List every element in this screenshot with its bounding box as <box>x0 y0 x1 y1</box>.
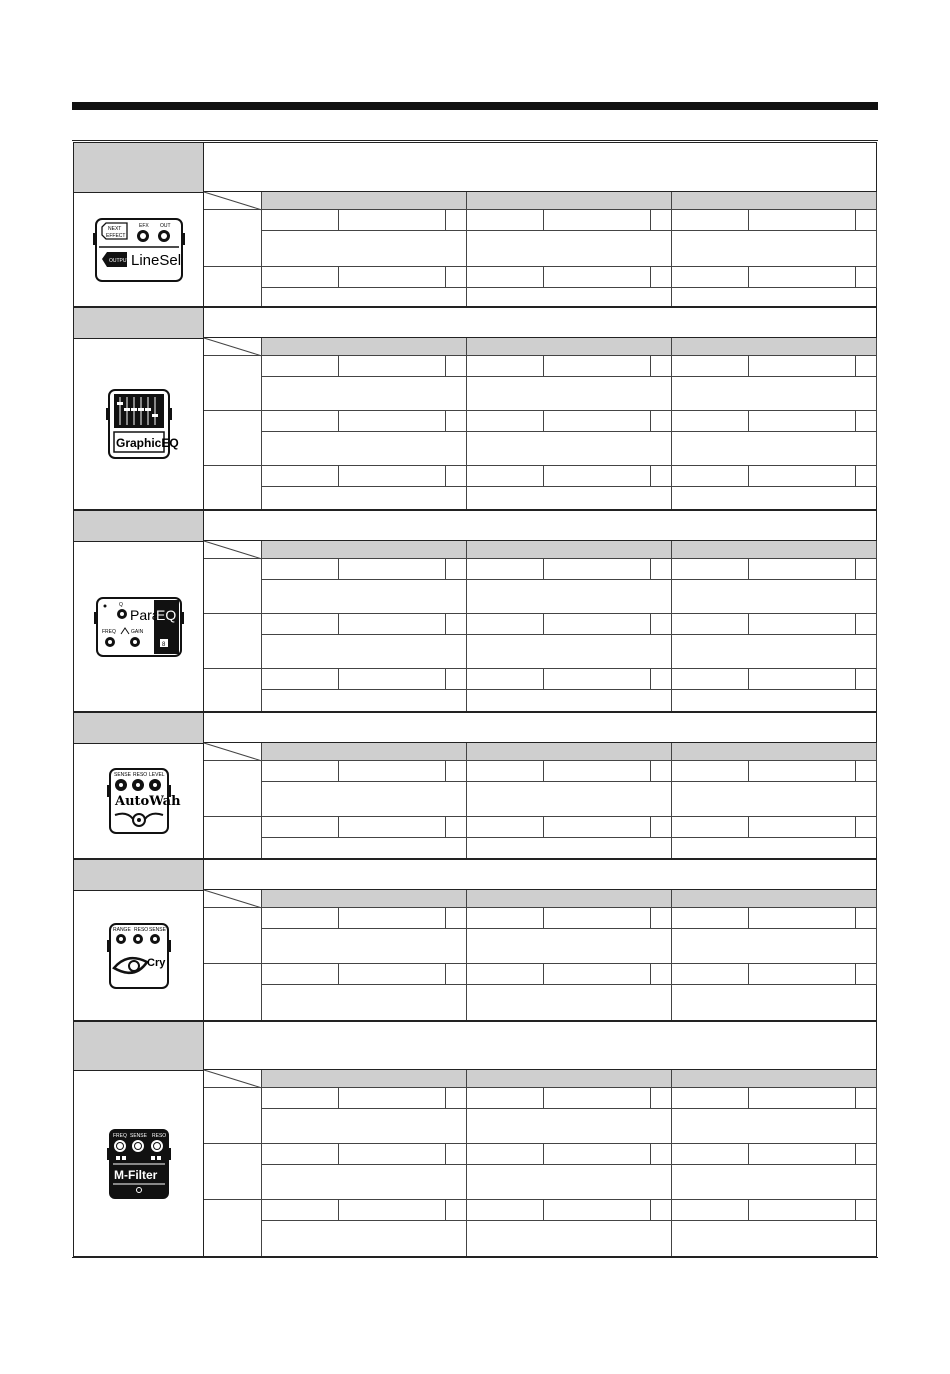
param-cell <box>262 559 339 580</box>
desc-cell <box>467 487 672 509</box>
param-cell <box>262 210 339 231</box>
param-cell <box>749 1088 856 1109</box>
column-header <box>467 743 672 761</box>
desc-cell <box>467 377 672 411</box>
param-cell <box>262 908 339 929</box>
pedal-name: Cry <box>146 956 165 969</box>
param-cell <box>467 356 544 377</box>
param-cell <box>446 669 467 690</box>
param-cell <box>467 964 544 985</box>
param-cell <box>672 356 749 377</box>
param-cell <box>672 1200 749 1221</box>
param-cell <box>446 1200 467 1221</box>
param-cell <box>856 669 877 690</box>
effect-section-paraeq <box>73 510 877 712</box>
row-label <box>204 559 262 614</box>
param-cell <box>749 669 856 690</box>
param-cell <box>467 466 544 487</box>
row-label <box>204 964 262 1020</box>
param-cell <box>651 669 672 690</box>
column-header <box>672 1070 877 1088</box>
effect-name-cell <box>74 860 204 890</box>
desc-cell <box>262 1221 467 1256</box>
effect-name-cell <box>74 143 204 192</box>
param-cell <box>262 964 339 985</box>
param-cell <box>446 614 467 635</box>
column-header <box>262 890 467 908</box>
param-cell <box>339 964 446 985</box>
column-header <box>467 890 672 908</box>
pedal-label: RESO <box>151 1132 166 1139</box>
column-header <box>672 743 877 761</box>
param-cell <box>339 210 446 231</box>
row-label <box>204 466 262 509</box>
row-label <box>204 411 262 466</box>
param-cell <box>262 411 339 432</box>
effect-section-mfilter <box>73 1021 877 1257</box>
param-cell <box>672 1144 749 1165</box>
param-cell <box>262 1144 339 1165</box>
effect-name-cell <box>74 1022 204 1070</box>
param-cell <box>651 267 672 288</box>
param-cell <box>446 559 467 580</box>
param-cell <box>544 908 651 929</box>
param-cell <box>339 1144 446 1165</box>
param-cell <box>544 614 651 635</box>
param-cell <box>856 908 877 929</box>
desc-cell <box>672 377 877 411</box>
grid-corner <box>204 1070 262 1088</box>
desc-cell <box>467 985 672 1020</box>
pedal-label: OUT <box>159 222 171 229</box>
param-cell <box>856 267 877 288</box>
effect-description-cell <box>204 308 876 338</box>
param-cell <box>749 908 856 929</box>
desc-cell <box>467 432 672 466</box>
desc-cell <box>672 1165 877 1200</box>
param-cell <box>749 267 856 288</box>
param-cell <box>672 466 749 487</box>
param-cell <box>544 964 651 985</box>
param-cell <box>749 411 856 432</box>
param-cell <box>651 614 672 635</box>
param-cell <box>672 964 749 985</box>
param-cell <box>672 411 749 432</box>
param-cell <box>467 1088 544 1109</box>
effect-section-lineselector <box>73 142 877 307</box>
param-cell <box>544 559 651 580</box>
pedal-label: EFX <box>138 222 149 229</box>
pedal-label: NEXT <box>107 225 121 232</box>
desc-cell <box>672 690 877 711</box>
param-cell <box>446 466 467 487</box>
param-cell <box>467 614 544 635</box>
column-header <box>262 1070 467 1088</box>
desc-cell <box>467 580 672 614</box>
param-cell <box>856 1088 877 1109</box>
param-cell <box>749 466 856 487</box>
param-cell <box>446 1088 467 1109</box>
column-header <box>467 338 672 356</box>
column-header <box>672 338 877 356</box>
pedal-label: SENSE <box>113 772 131 778</box>
param-cell <box>651 761 672 782</box>
param-cell <box>446 210 467 231</box>
desc-cell <box>672 1221 877 1256</box>
param-cell <box>262 817 339 838</box>
param-cell <box>856 466 877 487</box>
effect-image-cell <box>74 541 204 711</box>
param-cell <box>544 1144 651 1165</box>
param-cell <box>262 761 339 782</box>
autowah-pedal-icon <box>107 767 181 835</box>
param-cell <box>339 267 446 288</box>
desc-cell <box>262 1109 467 1144</box>
param-cell <box>339 559 446 580</box>
desc-cell <box>262 288 467 306</box>
param-cell <box>339 356 446 377</box>
desc-cell <box>467 635 672 669</box>
param-cell <box>467 1144 544 1165</box>
param-cell <box>544 1088 651 1109</box>
effect-description-cell <box>204 713 876 743</box>
param-cell <box>446 267 467 288</box>
column-header <box>672 192 877 210</box>
column-header <box>262 192 467 210</box>
param-cell <box>339 411 446 432</box>
row-label <box>204 1200 262 1256</box>
param-cell <box>446 761 467 782</box>
lineselector-pedal-icon <box>93 217 185 283</box>
column-header <box>262 541 467 559</box>
desc-cell <box>672 782 877 817</box>
desc-cell <box>467 1165 672 1200</box>
param-cell <box>467 559 544 580</box>
param-cell <box>544 669 651 690</box>
param-cell <box>749 1200 856 1221</box>
desc-cell <box>672 580 877 614</box>
column-header <box>672 890 877 908</box>
graphiceq-pedal-icon <box>106 388 179 460</box>
desc-cell <box>672 432 877 466</box>
desc-cell <box>262 635 467 669</box>
desc-cell <box>467 1109 672 1144</box>
effect-description-cell <box>204 860 876 890</box>
grid-corner <box>204 743 262 761</box>
param-cell <box>339 614 446 635</box>
effect-section-graphiceq <box>73 307 877 510</box>
row-label <box>204 908 262 964</box>
desc-cell <box>262 580 467 614</box>
desc-cell <box>467 929 672 964</box>
param-cell <box>672 559 749 580</box>
pedal-name: EQ <box>155 606 176 623</box>
row-label <box>204 210 262 267</box>
effect-section-autowah <box>73 712 877 859</box>
param-cell <box>672 210 749 231</box>
row-label <box>204 267 262 306</box>
param-cell <box>339 761 446 782</box>
pedal-label: 8 <box>161 641 165 648</box>
param-cell <box>262 267 339 288</box>
param-cell <box>651 817 672 838</box>
column-header <box>467 192 672 210</box>
desc-cell <box>672 985 877 1020</box>
param-cell <box>651 466 672 487</box>
pedal-label: LEVEL <box>148 772 165 778</box>
param-cell <box>467 908 544 929</box>
row-label <box>204 614 262 669</box>
param-cell <box>749 817 856 838</box>
pedal-label: RESO <box>132 772 147 778</box>
effect-image-cell <box>74 743 204 858</box>
pedal-label: RANGE <box>112 926 131 933</box>
param-cell <box>467 210 544 231</box>
effect-name-cell <box>74 308 204 338</box>
desc-cell <box>262 432 467 466</box>
desc-cell <box>672 1109 877 1144</box>
param-cell <box>856 817 877 838</box>
param-cell <box>544 411 651 432</box>
param-cell <box>467 761 544 782</box>
pedal-label: FREQ <box>112 1132 127 1139</box>
desc-cell <box>262 929 467 964</box>
param-cell <box>446 356 467 377</box>
param-cell <box>749 210 856 231</box>
column-header <box>262 338 467 356</box>
param-cell <box>262 1200 339 1221</box>
pedal-label: Q <box>118 601 123 608</box>
desc-cell <box>672 231 877 267</box>
param-cell <box>446 908 467 929</box>
param-cell <box>749 559 856 580</box>
param-cell <box>262 614 339 635</box>
pedal-label: OUTPUT <box>108 257 130 264</box>
param-cell <box>544 466 651 487</box>
desc-cell <box>672 487 877 509</box>
param-cell <box>856 761 877 782</box>
grid-corner <box>204 192 262 210</box>
paraeq-pedal-icon <box>94 596 184 658</box>
param-cell <box>262 356 339 377</box>
row-label <box>204 1088 262 1144</box>
param-cell <box>467 817 544 838</box>
row-label <box>204 761 262 817</box>
desc-cell <box>672 635 877 669</box>
param-cell <box>339 669 446 690</box>
param-cell <box>651 1144 672 1165</box>
pedal-name: M-Filter <box>113 1167 157 1182</box>
pedal-label: FREQ <box>101 628 116 635</box>
param-cell <box>856 411 877 432</box>
param-cell <box>446 411 467 432</box>
param-cell <box>651 411 672 432</box>
pedal-label: SENSE <box>129 1132 147 1139</box>
desc-cell <box>262 782 467 817</box>
param-cell <box>446 1144 467 1165</box>
effect-description-cell <box>204 143 876 192</box>
param-cell <box>651 210 672 231</box>
desc-cell <box>672 929 877 964</box>
pedal-name: Para <box>129 606 160 623</box>
desc-cell <box>262 377 467 411</box>
row-label <box>204 356 262 411</box>
desc-cell <box>467 838 672 858</box>
pedal-name: LineSel <box>130 251 181 269</box>
param-cell <box>467 411 544 432</box>
pedal-label: GAIN <box>130 628 143 635</box>
param-cell <box>749 761 856 782</box>
param-cell <box>749 964 856 985</box>
param-cell <box>544 210 651 231</box>
desc-cell <box>262 690 467 711</box>
pedal-name: GraphicEQ <box>115 436 179 450</box>
desc-cell <box>467 288 672 306</box>
param-cell <box>856 614 877 635</box>
effect-description-cell <box>204 1022 876 1070</box>
param-cell <box>544 761 651 782</box>
pedal-label: SENSE <box>148 926 166 933</box>
desc-cell <box>262 487 467 509</box>
param-cell <box>544 817 651 838</box>
param-cell <box>339 466 446 487</box>
param-cell <box>856 356 877 377</box>
param-cell <box>544 1200 651 1221</box>
param-cell <box>467 669 544 690</box>
param-cell <box>446 964 467 985</box>
param-cell <box>749 614 856 635</box>
mfilter-pedal-icon <box>107 1128 171 1200</box>
param-cell <box>651 1200 672 1221</box>
param-cell <box>262 669 339 690</box>
desc-cell <box>467 690 672 711</box>
effect-name-cell <box>74 511 204 541</box>
param-cell <box>672 817 749 838</box>
desc-cell <box>672 838 877 858</box>
effect-image-cell <box>74 338 204 509</box>
param-cell <box>446 817 467 838</box>
effect-section-cry <box>73 859 877 1021</box>
pedal-label: EFFECT <box>105 232 125 239</box>
grid-corner <box>204 890 262 908</box>
param-cell <box>544 356 651 377</box>
row-label <box>204 669 262 711</box>
param-cell <box>651 356 672 377</box>
param-cell <box>856 1200 877 1221</box>
column-header <box>672 541 877 559</box>
desc-cell <box>262 1165 467 1200</box>
desc-cell <box>262 838 467 858</box>
param-cell <box>856 210 877 231</box>
desc-cell <box>262 231 467 267</box>
param-cell <box>651 1088 672 1109</box>
param-cell <box>856 559 877 580</box>
desc-cell <box>262 985 467 1020</box>
param-cell <box>856 964 877 985</box>
param-cell <box>339 817 446 838</box>
param-cell <box>339 908 446 929</box>
param-cell <box>672 1088 749 1109</box>
column-header <box>467 1070 672 1088</box>
param-cell <box>339 1200 446 1221</box>
desc-cell <box>467 231 672 267</box>
param-cell <box>749 1144 856 1165</box>
column-header <box>262 743 467 761</box>
param-cell <box>651 908 672 929</box>
grid-corner <box>204 338 262 356</box>
grid-corner <box>204 541 262 559</box>
param-cell <box>672 669 749 690</box>
param-cell <box>672 267 749 288</box>
effect-image-cell <box>74 1070 204 1256</box>
effect-description-cell <box>204 511 876 541</box>
title-rule <box>72 102 878 110</box>
param-cell <box>262 466 339 487</box>
param-cell <box>544 267 651 288</box>
param-cell <box>749 356 856 377</box>
desc-cell <box>672 288 877 306</box>
param-cell <box>856 1144 877 1165</box>
param-cell <box>672 614 749 635</box>
cry-pedal-icon <box>107 922 171 990</box>
desc-cell <box>467 1221 672 1256</box>
row-label <box>204 1144 262 1200</box>
param-cell <box>339 1088 446 1109</box>
row-label <box>204 817 262 858</box>
param-cell <box>467 267 544 288</box>
param-cell <box>262 1088 339 1109</box>
param-cell <box>672 761 749 782</box>
pedal-label: RESO <box>133 926 148 933</box>
param-cell <box>467 1200 544 1221</box>
param-cell <box>651 559 672 580</box>
effect-image-cell <box>74 890 204 1020</box>
column-header <box>467 541 672 559</box>
effect-name-cell <box>74 713 204 743</box>
pedal-name: AutoWah <box>114 794 181 809</box>
param-cell <box>672 908 749 929</box>
effect-image-cell <box>74 192 204 306</box>
param-cell <box>651 964 672 985</box>
desc-cell <box>467 782 672 817</box>
